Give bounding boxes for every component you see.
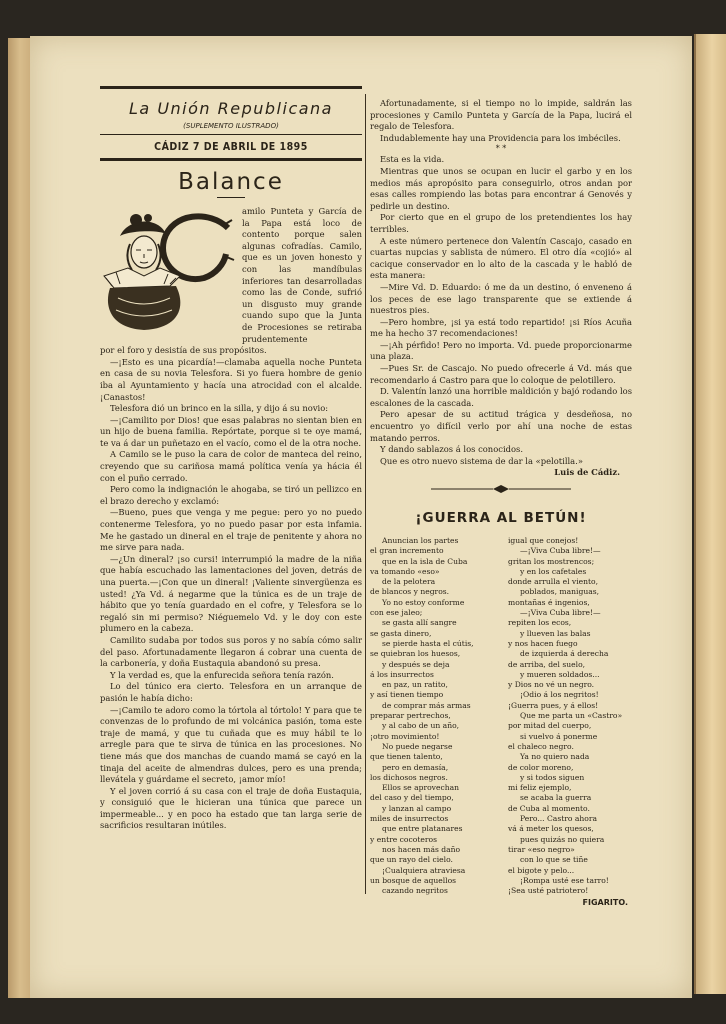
poem-verse: y lanzan al campo <box>382 803 452 813</box>
book-edge-right <box>694 34 726 994</box>
poem-column-right <box>508 536 632 896</box>
article-body <box>100 345 362 832</box>
poem-verse: vá á meter los quesos, <box>508 824 594 834</box>
poem-verse: se acaba la guerra <box>520 793 592 803</box>
poem-verse: Anuncian los partes <box>382 536 459 545</box>
poem-verse: No puede negarse <box>382 741 453 751</box>
paragraph: Pero como la indignación le ahogaba, se tiró un pellizco en el brazo derecho y exclamó: <box>100 484 362 506</box>
poem-verse: Que me parta un «Castro» <box>520 711 623 721</box>
poem-verse: montañas é ingenios, <box>508 597 590 607</box>
poem-verse: Yo no estoy conforme <box>382 597 465 607</box>
paragraph: —Mire Vd. D. Eduardo: ó me da un destino, ó enveneno á los peces de ese lago transparente que se extiende á nuestros pies. <box>370 281 632 316</box>
paragraph: Lo del túnico era cierto. Telesfora en un arranque de pasión le había dicho: <box>100 681 362 703</box>
poem-verse: se gasta allí sangre <box>382 618 457 628</box>
poem-verse: —¡Viva Cuba libre!— <box>520 608 601 618</box>
section-stars: * * <box>495 144 507 154</box>
newspaper-page <box>30 36 692 998</box>
masthead <box>100 86 362 161</box>
paragraph: D. Valentín lanzó una horrible maldición y bajó rodando los escalones de la cascada. <box>370 386 632 408</box>
paragraph: —Pues Sr. de Cascajo. No puedo ofrecerle á Vd. más que recomendarlo á Castro para que lo coloque de pelotillero. <box>370 363 632 385</box>
left-column <box>100 86 362 832</box>
paragraph: Por cierto que en el grupo de los pretendientes los hay terribles. <box>370 212 632 234</box>
poem-verse: y si todos siguen <box>520 772 585 782</box>
article-headline: Balance <box>178 169 284 195</box>
poem-verse: y entre cocoteros <box>370 834 437 844</box>
right-column <box>370 98 632 907</box>
poem-verse: igual que conejos! <box>508 536 579 545</box>
poem-title: ¡GUERRA AL BETÚN! <box>415 510 587 526</box>
paragraph: Camilito sudaba por todos sus poros y no sabía cómo salir del paso. Afortunadamente llegaron á cobrar una cuenta de la carbonería, y doña Eustaquia abandonó su presa. <box>100 634 362 669</box>
poem-verse: de arriba, del suelo, <box>508 659 586 669</box>
poem-verse: se quiebran los huesos, <box>370 649 461 659</box>
paragraph: —¡Camilito por Dios! que esas palabras no sientan bien en un hijo de buena familia. Repórtate, porque si te oye mamá, te va á dar un puñetazo en el vacío, como el de la otra noche. <box>100 414 362 448</box>
masthead-bottom-rule <box>100 158 362 161</box>
poem-verse: el chaleco negro. <box>508 741 574 751</box>
poem-verse: que un rayo del cielo. <box>370 855 453 865</box>
poem-signature: FIGARITO. <box>582 898 628 908</box>
masthead-top-rule <box>100 86 362 89</box>
paragraph: —¿Un dineral? ¡so cursi! interrumpió la madre de la niña que había escuchado las lamentaciones del joven, detrás de una puerta.—¡Con que un dineral! ¡Valiente sinvergüenza es usted! ¿Ya Vd. á negarme que la túnica es de un traje de hábito que yo tenía guardado en el cofre, y Telesfora se lo regaló sin mi permiso? Niéguemelo Vd. y le doy con este plumero en la cabeza. <box>100 553 362 634</box>
ornament-divider <box>370 485 632 496</box>
poem-verse: ¡Rompa usté ese tarro! <box>520 875 609 885</box>
paragraph: por el foro y desistía de sus propósitos. <box>100 345 267 356</box>
poem-verse: que entre platanares <box>382 824 463 834</box>
poem-verse: ¡Sea usté patriotero! <box>508 886 589 896</box>
poem-verse: y así tienen tiempo <box>370 690 444 700</box>
paragraph: Esta es la vida. <box>380 154 445 165</box>
paragraph: Pero apesar de su actitud trágica y desdeñosa, no encuentro yo difícil verlo por ahí una noche de estas matando perros. <box>370 409 632 443</box>
poem-verse: donde arrulla el viento, <box>508 577 599 587</box>
masthead-subtitle: (SUPLEMENTO ILUSTRADO) <box>183 122 279 130</box>
poem-verse: los dichosos negros. <box>370 772 448 782</box>
paragraph: Indudablemente hay una Providencia para los imbéciles. <box>380 132 621 143</box>
poem-verse: que tienen talento, <box>370 752 443 762</box>
paragraph: Y el joven corrió á su casa con el traje de doña Eustaquia, y consiguió que le hicieran una túnica que parece un impermeable... y en poco ha estado que tan larga serie de sacrificios resultaran inútiles. <box>100 785 362 831</box>
poem-verse: pues quizás no quiera <box>520 834 605 844</box>
poem-verse: en paz, un ratito, <box>382 680 448 690</box>
paragraph: Y dando sablazos á los conocidos. <box>380 444 523 455</box>
poem-verse: de comprar más armas <box>382 700 471 710</box>
poem-verse: de color moreno, <box>508 762 574 772</box>
poem-verse: de blancos y negros. <box>370 587 450 597</box>
poem-verse: ¡Cualquiera atraviesa <box>382 865 466 875</box>
paragraph: Afortunadamente, si el tiempo no lo impide, saldrán las procesiones y Camilo Punteta y García de la Papa, lucirá el regalo de Telesfora. <box>370 98 632 132</box>
poem-verse: del caso y del tiempo, <box>370 793 454 803</box>
poem-verse: va tomando «eso» <box>370 566 440 576</box>
poem-verse: miles de insurrectos <box>370 814 449 824</box>
poem-verse: y mueren soldados... <box>520 669 600 679</box>
poem-verse: preparar pertrechos, <box>370 711 451 721</box>
poem-verse: á los insurrectos <box>370 669 434 679</box>
poem-verse: se gasta dinero, <box>370 628 432 638</box>
poem-verse: poblados, maniguas, <box>520 587 600 597</box>
masthead-date: CÁDIZ 7 DE ABRIL DE 1895 <box>154 141 308 153</box>
dropcap-block <box>100 206 362 345</box>
paragraph: —¡Esto es una picardía!—clamaba aquella noche Punteta en casa de su novia Telesfora. Si yo fuera hombre de genio iba al Ayuntamiento y hacía una atrocidad con el alcalde. ¡Canastos! <box>100 356 362 402</box>
paragraph: A Camilo se le puso la cara de color de manteca del reino, creyendo que su cariñosa mamá política venía ya hácia él con el puño cerrado. <box>100 449 362 483</box>
paragraph: —Pero hombre, ¡si ya está todo repartido! ¡si Ríos Acuña me ha hecho 37 recomendaciones! <box>370 316 632 339</box>
article-intro: amilo Punteta y García de la Papa está loco de contento porque salen algunas cofradías. Camilo, que es un joven honesto y con las mandíbulas inferiores tan desarrolladas como las de Conde, sufrió un disgusto muy grande cuando supo que la Junta de Procesiones se retiraba prudentemente <box>242 206 362 344</box>
masthead-title: La Unión Republicana <box>129 99 333 118</box>
paragraph: Y la verdad es, que la enfurecida señora tenía razón. <box>110 669 334 680</box>
article-signature: Luis de Cádiz. <box>554 467 620 478</box>
paragraph: —¡Ah pérfido! Pero no importa. Vd. puede proporcionarme una plaza. <box>370 339 632 362</box>
poem-verse: repiten los ecos, <box>508 618 572 628</box>
paragraph: A este número pertenece don Valentín Cascajo, casado en cuartas nupcias y sablista de número. El otro día «cojió» al cacique conservador en lo alto de la cascada y le habló de esta manera: <box>370 235 632 281</box>
paragraph: —Bueno, pues que venga y me pegue: pero yo no puedo contenerme Telesfora, yo no puedo pasar por esta infamia. Me he gastado un dineral en el traje de penitente y ahora no me sirve para nada. <box>100 507 362 553</box>
poem-verse: el gran incremento <box>370 546 444 556</box>
poem-verse: y Dios no vé un negro. <box>508 680 595 690</box>
masthead-rule <box>100 134 362 135</box>
poem-verse: gritan los mostrencos; <box>508 556 595 566</box>
poem-verse: y después se deja <box>382 659 450 669</box>
poem-verse: —¡Viva Cuba libre!— <box>520 546 601 556</box>
woman-illustration <box>100 206 238 334</box>
poem-verse: si vuelvo á ponerme <box>520 731 598 741</box>
poem-verse: y al cabo de un año, <box>382 721 460 731</box>
poem-verse: de izquierda á derecha <box>520 649 609 659</box>
paragraph: Mientras que unos se ocupan en lucir el garbo y en los medios más apropósito para conseguirlo, otros andan por esas calles rompiendo las botas para encontrar á Genovés y pedirle un destino. <box>370 165 632 211</box>
poem-verse: que en la isla de Cuba <box>382 556 468 566</box>
poem-verse: ¡otro movimiento! <box>370 731 440 741</box>
poem-verse: por mitad del cuerpo, <box>508 721 592 731</box>
column-divider <box>365 94 366 894</box>
poem-verse: tirar «eso negro» <box>508 844 575 854</box>
paragraph: —¡Camilo te adoro como la tórtola al tórtolo! Y para que te convenzas de lo profundo de mi volcánica pasión, toma este traje de mamá, y que tu cuñada que es muy hábil te lo arregle para que te sirva de túnica en las procesiones. No tiene más que dos manchas de cuando mamá se cayó en la tinaja del aceite de almendras dulces, pero es una prenda; llevátela y guárdame el secreto, ¡amor mío! <box>100 704 362 785</box>
poem-verse: ¡Guerra pues, y á ellos! <box>508 700 599 710</box>
poem-verse: con ese jaleo; <box>370 608 423 618</box>
ornament-icon <box>431 485 571 493</box>
poem-verse: Ya no quiero nada <box>520 752 590 762</box>
poem-verse: cazando negritos <box>382 886 448 896</box>
poem-verse: un bosque de aquellos <box>370 875 457 885</box>
headline-rule <box>217 197 245 198</box>
paragraph: Telesfora dió un brinco en la silla, y dijo á su novio: <box>110 403 329 414</box>
poem <box>370 536 632 896</box>
poem-verse: ¡Odio á los negritos! <box>520 690 599 700</box>
poem-column-left <box>370 536 494 896</box>
poem-verse: Pero... Castro ahora <box>520 814 598 824</box>
paragraph: Que es otro nuevo sistema de dar la «pelotilla.» <box>380 455 583 466</box>
poem-verse: y llueven las balas <box>520 628 591 638</box>
poem-verse: se pierde hasta el cútis, <box>382 638 474 648</box>
poem-verse: de Cuba al momento. <box>508 803 590 813</box>
poem-verse: Ellos se aprovechan <box>382 783 460 793</box>
poem-verse: nos hacen más daño <box>382 844 461 854</box>
poem-verse: pero en demasía, <box>382 762 449 772</box>
poem-verse: con lo que se tiñe <box>520 855 588 865</box>
poem-verse: de la pelotera <box>382 577 436 587</box>
poem-verse: el bigote y pelo... <box>508 865 575 875</box>
poem-verse: y en los cafetales <box>520 566 587 576</box>
poem-verse: y nos hacen fuego <box>508 638 578 648</box>
poem-verse: mi feliz ejemplo, <box>508 783 572 793</box>
